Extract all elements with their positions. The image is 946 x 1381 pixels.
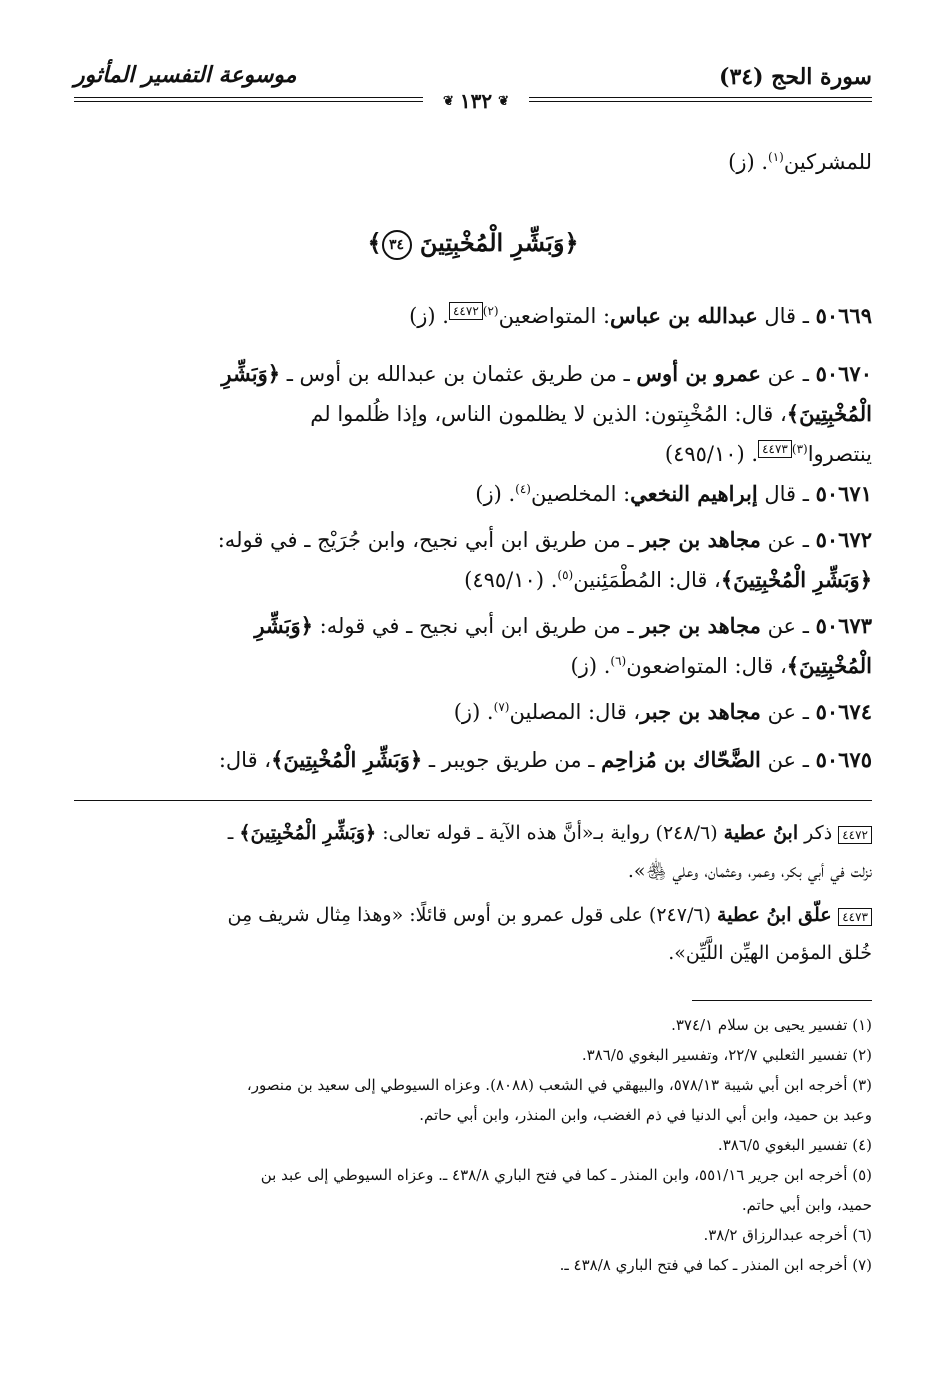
footnote-6: (٦) أخرجه عبدالرزاق ٣٨/٢. xyxy=(703,1226,872,1244)
entry-text: ينتصروا xyxy=(807,442,872,466)
footnote-ref[interactable]: (٧) xyxy=(493,700,510,714)
narrator-name: عمرو بن أوس xyxy=(636,361,761,386)
narrator-name: إبراهيم النخعي xyxy=(630,481,758,506)
footnote-ref[interactable]: (٣) xyxy=(791,442,808,456)
entry-source: . (ز) xyxy=(453,700,494,724)
entry-text: : المتواضعين xyxy=(498,304,611,328)
quran-quote: ﴿وَبَشِّرِ الْمُخْبِتِينَ﴾ xyxy=(271,747,423,772)
footnote-1: (١) تفسير يحيى بن سلام ٣٧٤/١. xyxy=(671,1016,872,1034)
quran-quote: ﴿وَبَشِّرِ الْمُخْبِتِينَ﴾ xyxy=(720,567,872,592)
commentary-ref-box[interactable]: ٤٤٧٣ xyxy=(758,440,792,458)
intro-tail: . (ز) xyxy=(728,150,769,174)
entry-number: ٥٠٦٧٠ xyxy=(815,361,872,386)
entry-text: ، قال: xyxy=(218,748,272,772)
entry-number: ٥٠٦٧٣ xyxy=(815,613,872,638)
footnote-7: (٧) أخرجه ابن المنذر ـ كما في فتح الباري ٤٣٨/٨ ـ. xyxy=(559,1256,872,1274)
footnote-ref[interactable]: (٦) xyxy=(610,654,627,668)
book-title: موسوعة التفسير المأثور xyxy=(74,62,297,88)
page-number: ١٣٢ xyxy=(459,89,493,113)
footnote-5-cont: حميد، وابن أبي حاتم. xyxy=(741,1196,872,1214)
entry-text: ـ من طريق عثمان بن عبدالله بن أوس ـ xyxy=(280,362,637,386)
verse-text: ﴿وَبَشِّرِ الْمُخْبِتِينَ xyxy=(419,228,579,257)
entry-50670 xyxy=(74,354,872,474)
entry-text: ـ من طريق ابن أبي نجيح ـ في قوله: xyxy=(312,614,641,638)
entry-text: ـ من طريق ابن أبي نجيح، وابن جُرَيْج ـ في قوله: xyxy=(217,528,641,552)
entry-text: ـ عن xyxy=(760,528,816,552)
sura-title: سورة الحج (٣٤) xyxy=(719,64,872,90)
quran-quote: ﴿وَبَشِّرِ xyxy=(221,361,281,386)
entry-text: ـ عن xyxy=(760,748,816,772)
commentary-4472 xyxy=(74,814,872,890)
entry-text: ـ قال xyxy=(757,304,816,328)
entry-number: ٥٠٦٧١ xyxy=(815,481,872,506)
entry-text: ـ قال xyxy=(757,482,816,506)
entry-text: ، قال: المُخْبِتون: الذين لا يظلمون الناس، وإذا ظُلموا لم xyxy=(310,402,787,426)
footnote-ref[interactable]: (٤) xyxy=(515,482,531,496)
narrator-name: مجاهد بن جبر xyxy=(640,613,761,638)
entry-50672 xyxy=(74,520,872,600)
quran-quote: الْمُخْبِتِينَ﴾ xyxy=(786,401,872,426)
narrator-name: الضَّحّاك بن مُزاحِم xyxy=(601,747,761,772)
aya-number-icon: ٣٤ xyxy=(382,230,412,260)
narrator-name: عبدالله بن عباس xyxy=(610,303,758,328)
entry-text: ـ عن xyxy=(760,700,816,724)
entry-text: : المخلصين xyxy=(530,482,631,506)
ornament-icon: ❦ xyxy=(498,93,510,109)
entry-text: ، قال: المصلين xyxy=(509,700,641,724)
entry-source: . (٤٩٥/١٠) xyxy=(664,442,759,466)
commentary-text: خُلق المؤمن الهيِّن اللَّيِّن». xyxy=(668,942,872,964)
commentary-text: (٢٤٨/٦) رواية بـ«أنَّ هذه الآية ـ قوله تعالى: xyxy=(376,822,724,844)
entry-source: . (ز) xyxy=(475,482,516,506)
entry-number: ٥٠٦٦٩ xyxy=(815,303,872,328)
entry-50673 xyxy=(74,606,872,686)
entry-text: ، قال: المتواضعون xyxy=(626,654,787,678)
narrator-name: مجاهد بن جبر xyxy=(640,699,761,724)
quran-quote: ﴿وَبَشِّرِ الْمُخْبِتِينَ﴾ xyxy=(239,822,377,844)
footnote-ref[interactable]: (٥) xyxy=(557,568,574,582)
commentary-ref-box[interactable]: ٤٤٧٢ xyxy=(449,302,483,320)
commentary-text: نزلت في أبي بكر، وعمر، وعثمان، وعلي ﵃». xyxy=(627,860,872,882)
commentary-4473 xyxy=(74,896,872,972)
verse-heading xyxy=(0,228,946,260)
footnotes xyxy=(74,1010,872,1280)
footnote-separator xyxy=(692,1000,872,1001)
quran-quote: الْمُخْبِتِينَ﴾ xyxy=(786,653,872,678)
entry-source: . (٤٩٥/١٠) xyxy=(464,568,558,592)
footnote-2: (٢) تفسير الثعلبي ٢٢/٧، وتفسير البغوي ٣٨٦/٥. xyxy=(581,1046,872,1064)
entry-text: ـ عن xyxy=(760,362,816,386)
intro-text: للمشركين xyxy=(783,150,872,174)
entry-number: ٥٠٦٧٤ xyxy=(815,699,872,724)
intro-paragraph xyxy=(74,142,872,182)
scholar-name: علّق ابنُ عطية xyxy=(717,904,839,926)
entry-text: ، قال: المُطْمَئِنين xyxy=(573,568,721,592)
verse-close: ﴾ xyxy=(367,228,382,257)
footnote-ref[interactable]: (١) xyxy=(768,150,784,164)
commentary-separator xyxy=(74,800,872,801)
ornament-icon: ❦ xyxy=(442,93,454,109)
narrator-name: مجاهد بن جبر xyxy=(640,527,761,552)
entry-50669 xyxy=(74,296,872,336)
footnote-3-cont: وعبد بن حميد، وابن أبي الدنيا في ذم الغضب، وابن المنذر، وابن أبي حاتم. xyxy=(419,1106,872,1124)
commentary-text: ـ xyxy=(227,822,240,844)
entry-source: . (ز) xyxy=(409,304,449,328)
commentary-number-box: ٤٤٧٢ xyxy=(838,826,872,844)
entry-source: . (ز) xyxy=(570,654,611,678)
entry-number: ٥٠٦٧٢ xyxy=(815,527,872,552)
footnote-4: (٤) تفسير البغوي ٣٨٦/٥. xyxy=(717,1136,872,1154)
commentary-number-box: ٤٤٧٣ xyxy=(838,908,872,926)
entry-50671 xyxy=(74,474,872,514)
commentary-text: ذكر xyxy=(798,822,839,844)
footnote-ref[interactable]: (٢) xyxy=(482,304,499,318)
footnote-3: (٣) أخرجه ابن أبي شيبة ٥٧٨/١٣، والبيهقي في الشعب (٨٠٨٨). وعزاه السيوطي إلى سعيد بن منصور، xyxy=(246,1076,872,1094)
entry-number: ٥٠٦٧٥ xyxy=(815,747,872,772)
page-number-box xyxy=(423,86,529,116)
entry-50674 xyxy=(74,692,872,732)
scholar-name: ابنُ عطية xyxy=(723,822,799,844)
footnote-5: (٥) أخرجه ابن جرير ٥٥١/١٦، وابن المنذر ـ كما في فتح الباري ٤٣٨/٨ ـ. وعزاه السيوطي إلى عبد بن xyxy=(260,1166,872,1184)
entry-text: ـ عن xyxy=(760,614,816,638)
entry-50675 xyxy=(74,740,872,780)
quran-quote: ﴿وَبَشِّرِ xyxy=(254,613,313,638)
commentary-text: (٢٤٧/٦) على قول عمرو بن أوس قائلًا: «وهذا مِثال شريف مِن xyxy=(227,904,718,926)
entry-text: ـ من طريق جويبر ـ xyxy=(422,748,602,772)
